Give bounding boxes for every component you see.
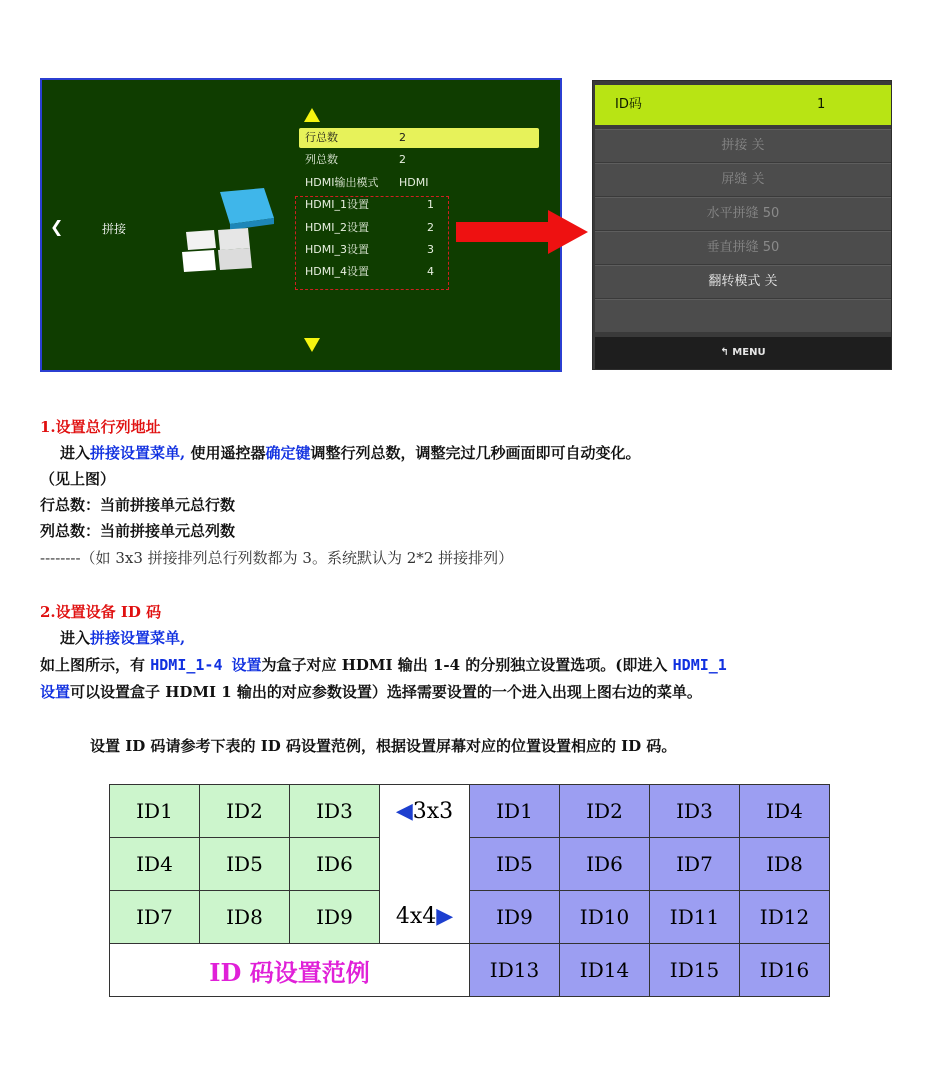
- splice-menu-link: 拼接设置菜单,: [90, 629, 186, 647]
- id-code-example-table: [109, 784, 830, 997]
- total-columns-definition: 列总数：当前拼接单元总列数: [40, 522, 236, 540]
- example-title-cell: [110, 944, 470, 997]
- row-value: 2: [399, 153, 406, 166]
- row-label: 行总数: [305, 131, 338, 144]
- menu-item-horizontal-gap[interactable]: 水平拼缝 50: [595, 197, 891, 230]
- menu-name-label: 拼接: [102, 222, 127, 236]
- row-value: 3: [427, 243, 434, 256]
- label-4x4-cell: [380, 891, 470, 944]
- row-value: 2: [399, 131, 406, 144]
- nav-left-icon[interactable]: ❮: [50, 217, 64, 236]
- id-code-menu-panel: [592, 80, 892, 370]
- spacer-cell: [380, 838, 470, 891]
- grid3-cell: ID9: [290, 891, 380, 944]
- menu-item-empty: [595, 299, 891, 332]
- menu-item-flip-mode[interactable]: 翻转模式 关: [595, 265, 891, 298]
- grid4-cell: ID13: [470, 944, 560, 997]
- row-total-rows[interactable]: [299, 128, 539, 148]
- section2-intro: [60, 627, 185, 648]
- id-code-header[interactable]: [595, 85, 891, 125]
- total-rows-definition: 行总数：当前拼接单元总行数: [40, 496, 236, 514]
- splice-tiles-icon: [178, 186, 278, 272]
- row-hdmi-output-mode[interactable]: [299, 173, 539, 193]
- label-4x4: 4x4: [395, 904, 437, 930]
- back-icon: ↰: [720, 347, 729, 358]
- grid4-cell: ID2: [560, 785, 650, 838]
- id-code-value: 1: [817, 97, 826, 112]
- grid4-cell: ID6: [560, 838, 650, 891]
- row-value: 2: [427, 221, 434, 234]
- hdmi1-highlight: HDMI_1: [672, 656, 727, 674]
- row-value: 4: [427, 265, 434, 278]
- menu-footer-label: MENU: [732, 347, 766, 358]
- grid4-cell: ID10: [560, 891, 650, 944]
- grid3-cell: ID3: [290, 785, 380, 838]
- menu-footer[interactable]: [595, 337, 891, 369]
- section1-paragraph: [60, 442, 641, 463]
- settings-highlight: 设置: [40, 683, 71, 701]
- splice-menu-link: 拼接设置菜单,: [90, 444, 186, 462]
- id-code-instruction: 设置 ID 码请参考下表的 ID 码设置范例，根据设置屏幕对应的位置设置相应的 ID 码。: [90, 737, 677, 755]
- section2-paragraph-line2: [40, 681, 702, 702]
- row-label: HDMI输出模式: [305, 176, 379, 189]
- see-above-note: （见上图）: [40, 470, 116, 488]
- grid4-cell: ID4: [740, 785, 830, 838]
- grid3-cell: ID5: [200, 838, 290, 891]
- grid4-cell: ID12: [740, 891, 830, 944]
- grid4-cell: ID14: [560, 944, 650, 997]
- grid4-cell: ID11: [650, 891, 740, 944]
- row-value: HDMI: [399, 176, 429, 189]
- text: 可以设置盒子 HDMI 1 输出的对应参数设置）选择需要设置的一个进入出现上图右边的菜单。: [70, 683, 702, 701]
- grid4-cell: ID7: [650, 838, 740, 891]
- arrow-left-icon: ◀: [395, 798, 413, 824]
- text: 如上图所示，有: [40, 656, 151, 674]
- row-total-columns[interactable]: [299, 150, 539, 170]
- grid3-cell: ID7: [110, 891, 200, 944]
- scroll-down-arrow-icon[interactable]: [304, 338, 320, 352]
- section2-title: 2.设置设备 ID 码: [40, 603, 162, 621]
- red-arrow-icon: [456, 210, 588, 254]
- menu-item-splice[interactable]: 拼接 关: [595, 129, 891, 162]
- grid4-cell: ID1: [470, 785, 560, 838]
- grid3-cell: ID6: [290, 838, 380, 891]
- section1-title: 1.设置总行列地址: [40, 418, 161, 436]
- menu-item-bezel[interactable]: 屏缝 关: [595, 163, 891, 196]
- grid4-cell: ID15: [650, 944, 740, 997]
- grid4-cell: ID16: [740, 944, 830, 997]
- grid3-cell: ID2: [200, 785, 290, 838]
- grid3-cell: ID1: [110, 785, 200, 838]
- grid3-cell: ID8: [200, 891, 290, 944]
- section2-paragraph-line1: [40, 654, 727, 675]
- grid4-cell: ID5: [470, 838, 560, 891]
- row-label: HDMI_4设置: [305, 265, 369, 278]
- menu-item-vertical-gap[interactable]: 垂直拼缝 50: [595, 231, 891, 264]
- text: 进入: [60, 629, 91, 647]
- confirm-key-text: 确定键: [265, 444, 311, 462]
- row-label: HDMI_1设置: [305, 198, 369, 211]
- hdmi-settings-highlight: HDMI_1-4 设置: [150, 656, 262, 674]
- grid3-cell: ID4: [110, 838, 200, 891]
- row-label: 列总数: [305, 153, 338, 166]
- grid4-cell: ID9: [470, 891, 560, 944]
- scroll-up-arrow-icon[interactable]: [304, 108, 320, 122]
- arrow-right-icon: ▶: [436, 904, 454, 930]
- label-3x3: 3x3: [412, 798, 454, 824]
- text: 为盒子对应 HDMI 输出 1-4 的分别独立设置选项。(即进入: [261, 656, 673, 674]
- text: 调整行列总数，调整完过几秒画面即可自动变化。: [310, 444, 641, 462]
- row-label: HDMI_2设置: [305, 221, 369, 234]
- example-title: ID 码设置范例: [209, 957, 370, 987]
- row-label: HDMI_3设置: [305, 243, 369, 256]
- row-hdmi-4-settings[interactable]: [299, 262, 539, 282]
- id-code-label: ID码: [615, 97, 642, 112]
- default-arrangement-note: --------（如 3x3 拼接排列总行列数都为 3。系统默认为 2*2 拼接排列）: [40, 549, 514, 567]
- text: 使用遥控器: [185, 444, 266, 462]
- text: 进入: [60, 444, 91, 462]
- grid4-cell: ID3: [650, 785, 740, 838]
- row-value: 1: [427, 198, 434, 211]
- label-3x3-cell: [380, 785, 470, 838]
- grid4-cell: ID8: [740, 838, 830, 891]
